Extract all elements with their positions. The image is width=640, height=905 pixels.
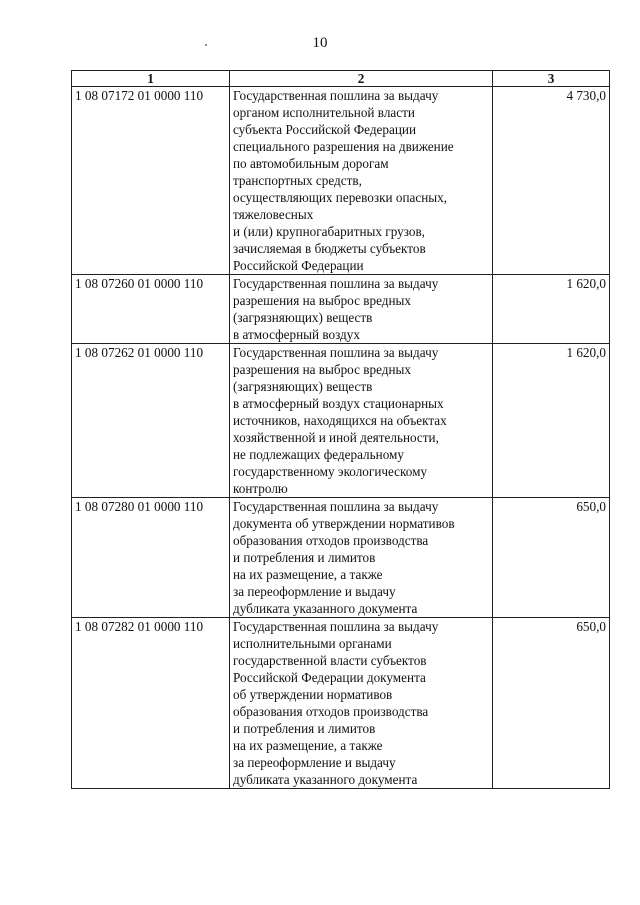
- amount-cell: 4 730,0: [493, 87, 610, 275]
- description-line: за переоформление и выдачу: [233, 755, 396, 770]
- description-cell: [230, 87, 493, 275]
- description-line: источников, находящихся на объектах: [233, 413, 447, 428]
- amount-cell: 1 620,0: [493, 344, 610, 498]
- table-row: [72, 344, 610, 498]
- description-cell: [230, 344, 493, 498]
- description-line: Российской Федерации документа: [233, 670, 426, 685]
- budget-code-cell: 1 08 07282 01 0000 110: [72, 618, 230, 789]
- description-line: зачисляемая в бюджеты субъектов: [233, 241, 426, 256]
- description-line: исполнительными органами: [233, 636, 392, 651]
- description-line: государственному экологическому: [233, 464, 428, 479]
- description-line: разрешения на выброс вредных: [233, 362, 411, 377]
- budget-code-cell: 1 08 07262 01 0000 110: [72, 344, 230, 498]
- description-line: (загрязняющих) веществ: [233, 310, 373, 325]
- description-line: образования отходов производства: [233, 533, 429, 548]
- description-line: Государственная пошлина за выдачу: [233, 88, 439, 103]
- column-header-description: 2: [230, 71, 493, 87]
- description-line: государственной власти субъектов: [233, 653, 427, 668]
- table-header-row: [72, 71, 610, 87]
- table-row: [72, 275, 610, 344]
- table-row: [72, 618, 610, 789]
- description-line: на их размещение, а также: [233, 738, 383, 753]
- description-line: по автомобильным дорогам: [233, 156, 389, 171]
- description-line: и (или) крупногабаритных грузов,: [233, 224, 425, 239]
- description-line: дубликата указанного документа: [233, 601, 418, 616]
- column-header-code: 1: [72, 71, 230, 87]
- budget-code-cell: 1 08 07172 01 0000 110: [72, 87, 230, 275]
- description-line: Государственная пошлина за выдачу: [233, 499, 439, 514]
- description-line: органом исполнительной власти: [233, 105, 415, 120]
- description-line: на их размещение, а также: [233, 567, 383, 582]
- budget-code-cell: 1 08 07280 01 0000 110: [72, 498, 230, 618]
- description-line: не подлежащих федеральному: [233, 447, 404, 462]
- description-line: субъекта Российской Федерации: [233, 122, 417, 137]
- description-line: в атмосферный воздух стационарных: [233, 396, 444, 411]
- description-line: за переоформление и выдачу: [233, 584, 396, 599]
- description-line: и потребления и лимитов: [233, 550, 376, 565]
- description-line: Государственная пошлина за выдачу: [233, 276, 439, 291]
- description-line: разрешения на выброс вредных: [233, 293, 411, 308]
- description-line: и потребления и лимитов: [233, 721, 376, 736]
- budget-code-cell: 1 08 07260 01 0000 110: [72, 275, 230, 344]
- description-line: тяжеловесных: [233, 207, 314, 222]
- fee-table: [71, 70, 610, 789]
- description-line: Государственная пошлина за выдачу: [233, 619, 439, 634]
- amount-cell: 1 620,0: [493, 275, 610, 344]
- description-line: документа об утверждении нормативов: [233, 516, 455, 531]
- description-cell: [230, 275, 493, 344]
- description-line: Государственная пошлина за выдачу: [233, 345, 439, 360]
- description-cell: [230, 618, 493, 789]
- description-line: (загрязняющих) веществ: [233, 379, 373, 394]
- description-line: Российской Федерации: [233, 258, 364, 273]
- description-line: дубликата указанного документа: [233, 772, 418, 787]
- description-line: контролю: [233, 481, 288, 496]
- table-row: [72, 498, 610, 618]
- amount-cell: 650,0: [493, 498, 610, 618]
- amount-cell: 650,0: [493, 618, 610, 789]
- description-line: специального разрешения на движение: [233, 139, 454, 154]
- description-line: транспортных средств,: [233, 173, 362, 188]
- description-line: образования отходов производства: [233, 704, 429, 719]
- description-line: в атмосферный воздух: [233, 327, 360, 342]
- table-body: [72, 87, 610, 789]
- description-cell: [230, 498, 493, 618]
- page-number: 10: [312, 35, 328, 51]
- description-line: осуществляющих перевозки опасных,: [233, 190, 448, 205]
- column-header-amount: 3: [493, 71, 610, 87]
- description-line: об утверждении нормативов: [233, 687, 393, 702]
- scan-speck: [205, 44, 207, 46]
- description-line: хозяйственной и иной деятельности,: [233, 430, 439, 445]
- table-row: [72, 87, 610, 275]
